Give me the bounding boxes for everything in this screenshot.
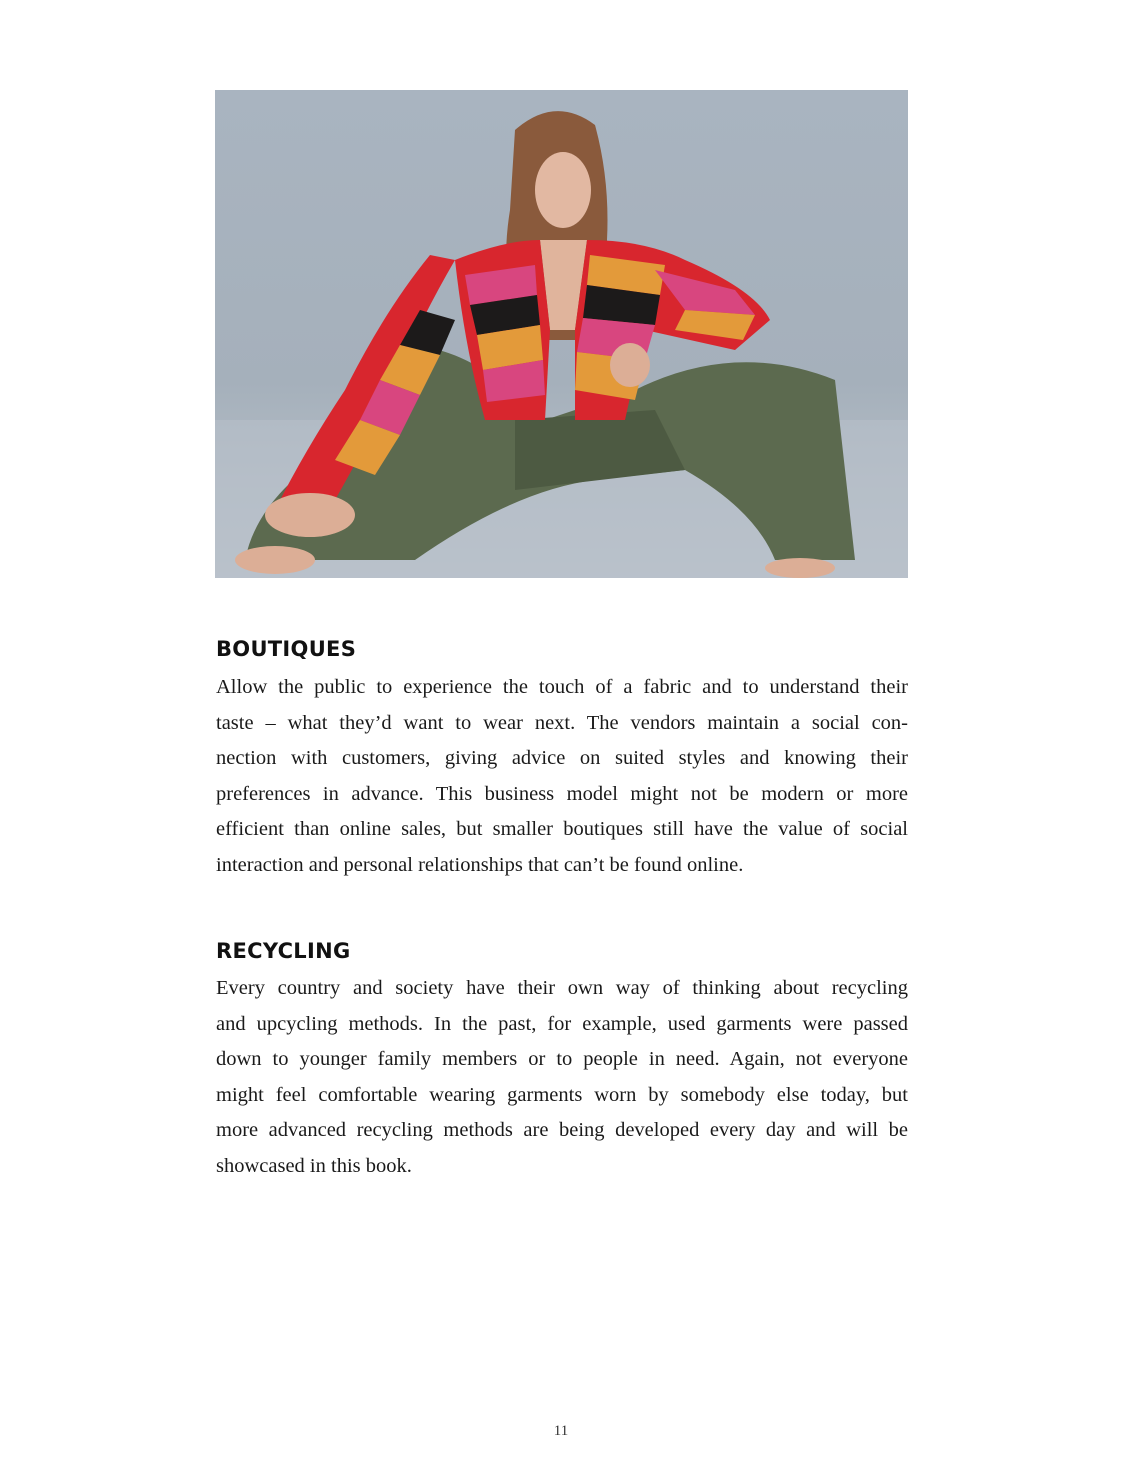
text-line: down to younger family members or to people in need. Again, not everyone [216, 1048, 908, 1070]
text-line: Allow the public to experience the touch of a fabric and to understand their [216, 676, 908, 698]
text-line: efficient than online sales, but smaller boutiques still have the value of social [216, 818, 908, 840]
text-line: more advanced recycling methods are being developed every day and will be [216, 1119, 908, 1141]
text-line: taste – what they’d want to wear next. The vendors maintain a social con- [216, 711, 908, 734]
text-line: nection with customers, giving advice on suited styles and knowing their [216, 747, 908, 769]
section-heading-boutiques: BOUTIQUES [216, 637, 357, 661]
section-heading-recycling: RECYCLING [216, 939, 351, 963]
text-line: preferences in advance. This business model might not be modern or more [216, 782, 908, 805]
paragraph-recycling [216, 971, 908, 1184]
text-line: Every country and society have their own way of thinking about recycling [216, 977, 908, 999]
fashion-photo [215, 90, 908, 578]
page-number: 11 [553, 1423, 569, 1439]
photo-illustration [215, 90, 908, 578]
text-line: might feel comfortable wearing garments worn by somebody else today, but [216, 1083, 908, 1106]
text-line: interaction and personal relationships that can’t be found online. [216, 853, 744, 876]
text-line: and upcycling methods. In the past, for example, used garments were passed [216, 1012, 908, 1035]
text-line: showcased in this book. [216, 1154, 412, 1177]
paragraph-boutiques [216, 670, 908, 883]
